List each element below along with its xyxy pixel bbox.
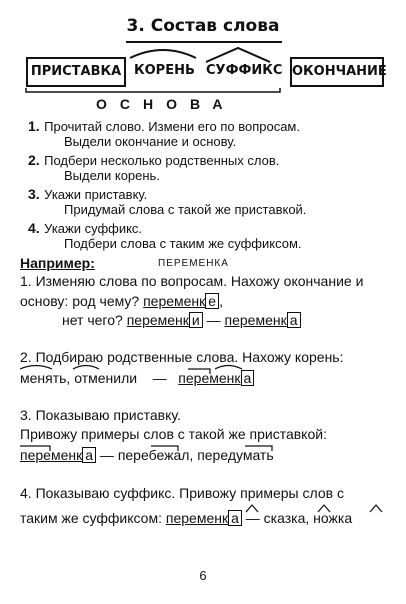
page-number: 6 [199, 568, 207, 583]
s1-line1: 1. Изменяю слова по вопросам. Нахожу окончание и [20, 273, 364, 289]
s2-stem: переменк [178, 370, 241, 386]
s1-stem: переменк [143, 293, 206, 309]
root-label: КОРЕНЬ [134, 63, 195, 78]
s4-line1: 4. Показываю суффикс. Привожу примеры слов с [20, 485, 344, 501]
task-1-line2: Выдели окончание и основу. [64, 134, 237, 149]
s1-ending-box: е [205, 293, 219, 309]
s3-ending-box: а [82, 447, 96, 463]
s3-stem: переменк [20, 447, 83, 463]
s4-line2: таким же суффиксом: переменк а — сказка, ножка [20, 510, 353, 526]
s1-stem-3: переменк [224, 312, 287, 328]
task-2: 2. Подбери несколько родственных слов. [28, 152, 280, 168]
s4-ending-box: а [228, 510, 242, 526]
ending-box: ОКОНЧАНИЕ [290, 57, 384, 87]
s2-ending-box: а [241, 370, 255, 386]
s1-ending-box-3: а [287, 312, 301, 328]
s3-line1: 3. Показываю приставку. [20, 407, 181, 423]
task-4: 4. Укажи суффикс. [28, 220, 143, 236]
prefix-box: ПРИСТАВКА [26, 57, 126, 87]
example-word: ПЕРЕМЕНКА [158, 258, 229, 269]
stem-label: ОСНОВА [96, 96, 236, 112]
s3-line3: переменк а — перебежал, передумать [20, 447, 274, 463]
s1-stem-2: переменк [126, 312, 189, 328]
task-3: 3. Укажи приставку. [28, 186, 148, 202]
example-label: Например: [20, 255, 95, 271]
task-2-line2: Выдели корень. [64, 168, 160, 183]
s1-line2: основу: род чему? переменк е , [20, 293, 223, 309]
s1-ending-box-2: и [189, 312, 203, 328]
task-4-line2: Подбери слова с таким же суффиксом. [64, 236, 302, 251]
task-1: 1. Прочитай слово. Измени его по вопросам. [28, 118, 300, 134]
s3-line2: Привожу примеры слов с такой же приставкой: [20, 426, 327, 442]
task-3-line2: Придумай слова с такой же приставкой. [64, 202, 307, 217]
s2-line2: менять, отменили — переменк а [20, 370, 254, 386]
s1-line3: нет чего? переменк и — переменк а [62, 312, 301, 328]
suffix-label: СУФФИКС [206, 63, 283, 78]
page-title: 3. Состав слова [126, 16, 280, 36]
s2-line1: 2. Подбираю родственные слова. Нахожу корень: [20, 349, 344, 365]
s4-stem: переменк [165, 510, 229, 526]
